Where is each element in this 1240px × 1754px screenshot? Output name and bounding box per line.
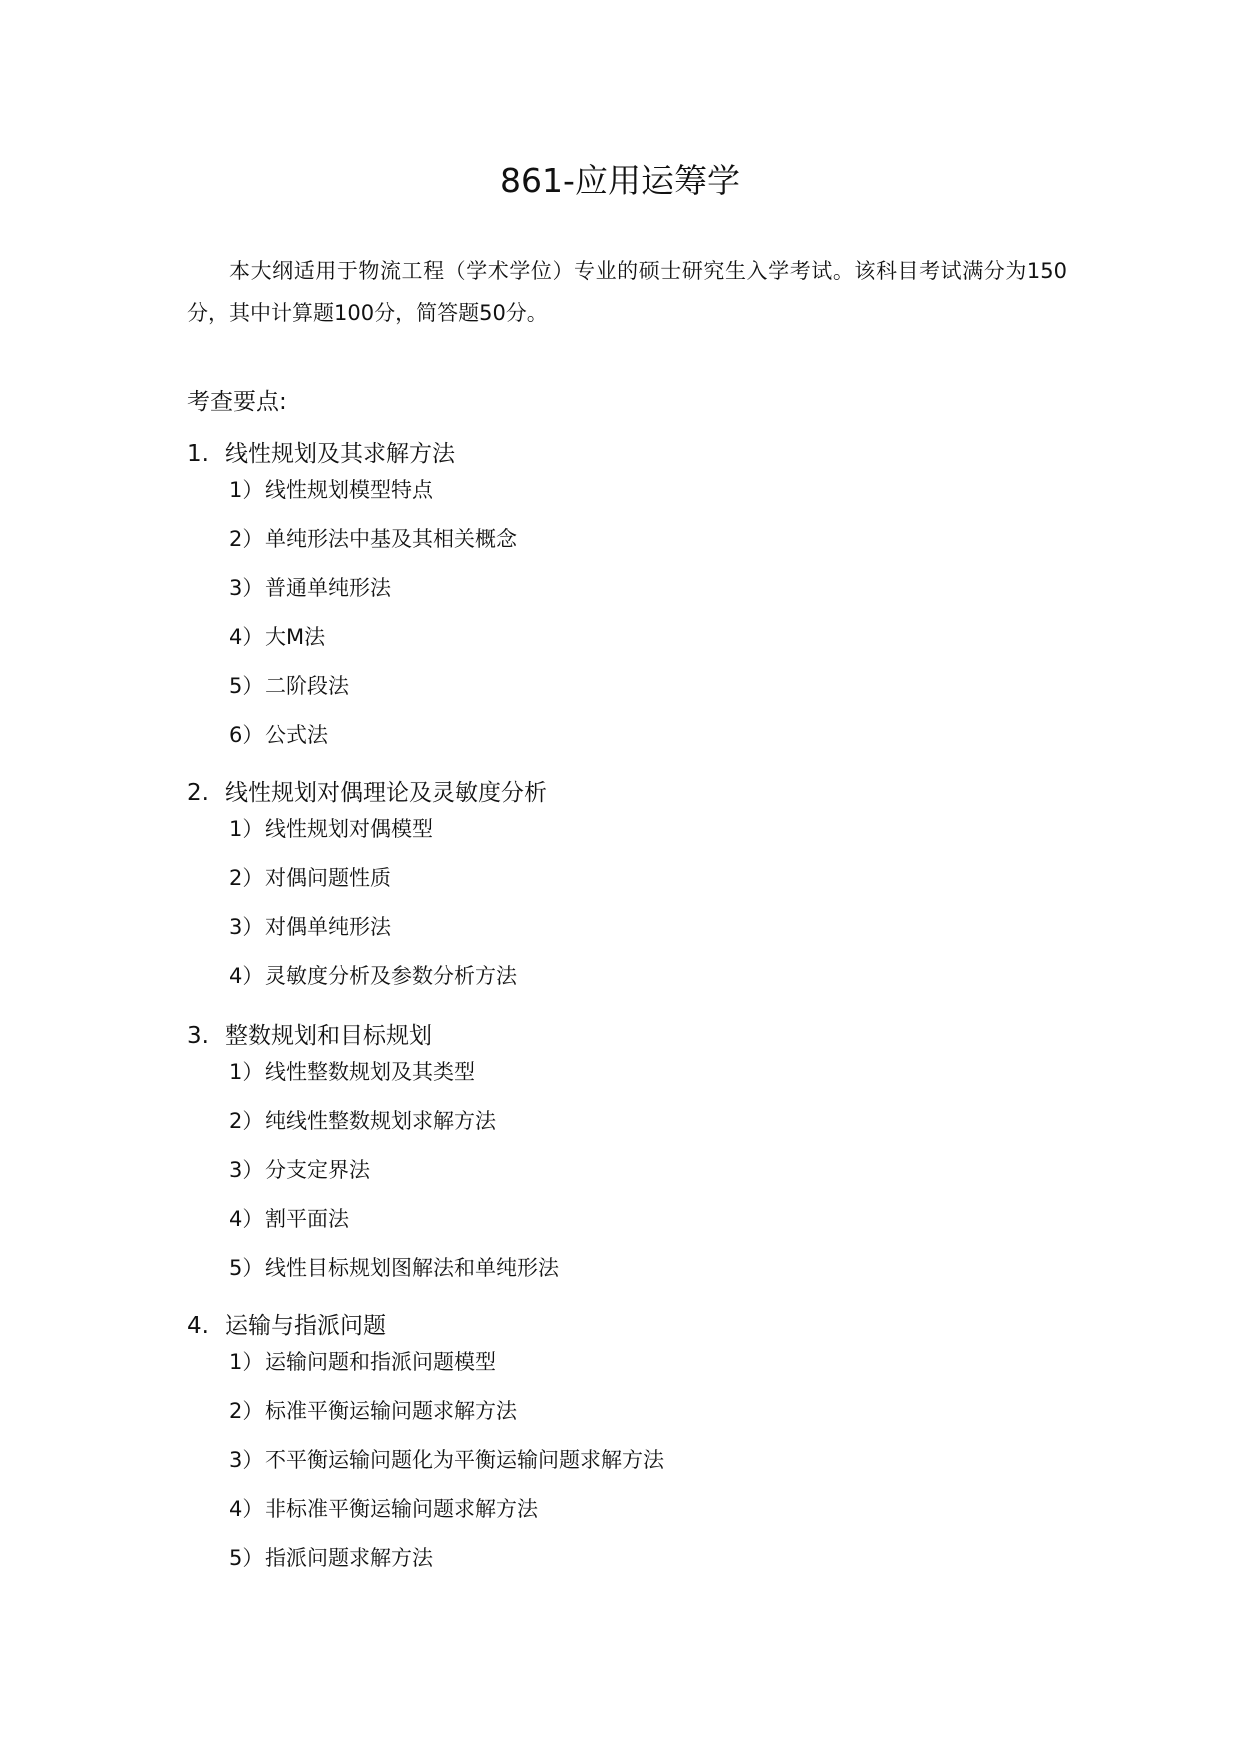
section-title-text: 线性规划对偶理论及灵敏度分析: [225, 780, 547, 806]
item-text: 纯线性整数规划求解方法: [265, 1109, 496, 1133]
list-item: [229, 912, 1087, 961]
list-item: [229, 720, 1087, 769]
list-item: [229, 1494, 1087, 1543]
section-items: [187, 1057, 1087, 1302]
item-text: 标准平衡运输问题求解方法: [265, 1399, 517, 1423]
section-title: [187, 1305, 1087, 1347]
item-number: 5）: [229, 1546, 264, 1570]
list-item: [229, 1253, 1087, 1302]
item-text: 割平面法: [265, 1207, 349, 1231]
item-text: 运输问题和指派问题模型: [265, 1350, 496, 1374]
item-text: 灵敏度分析及参数分析方法: [265, 964, 517, 988]
list-item: [229, 1396, 1087, 1445]
item-text: 指派问题求解方法: [265, 1546, 433, 1570]
item-number: 3）: [229, 1448, 264, 1472]
list-item: [229, 622, 1087, 671]
list-item: [229, 1347, 1087, 1396]
list-item: [229, 1106, 1087, 1155]
item-number: 1）: [229, 1350, 264, 1374]
section-2: [187, 772, 1087, 1010]
item-text: 不平衡运输问题化为平衡运输问题求解方法: [265, 1448, 664, 1472]
item-number: 5）: [229, 1256, 264, 1280]
item-number: 1）: [229, 817, 264, 841]
item-text: 二阶段法: [265, 674, 349, 698]
item-number: 4）: [229, 625, 264, 649]
item-number: 2）: [229, 1399, 264, 1423]
list-item: [229, 1445, 1087, 1494]
item-number: 2）: [229, 1109, 264, 1133]
list-item: [229, 1155, 1087, 1204]
item-number: 2）: [229, 527, 264, 551]
section-number: 2.: [187, 780, 209, 806]
item-number: 3）: [229, 576, 264, 600]
section-number: 1.: [187, 441, 209, 467]
section-4: [187, 1305, 1087, 1592]
list-item: [229, 961, 1087, 1010]
section-number: 4.: [187, 1313, 209, 1339]
section-items: [187, 475, 1087, 769]
section-items: [187, 1347, 1087, 1592]
list-item: [229, 524, 1087, 573]
item-text: 线性目标规划图解法和单纯形法: [265, 1256, 559, 1280]
section-title: [187, 772, 1087, 814]
section-title-text: 整数规划和目标规划: [225, 1023, 432, 1049]
list-item: [229, 863, 1087, 912]
item-text: 对偶问题性质: [265, 866, 391, 890]
list-item: [229, 573, 1087, 622]
item-text: 对偶单纯形法: [265, 915, 391, 939]
section-3: [187, 1015, 1087, 1302]
item-text: 分支定界法: [265, 1158, 370, 1182]
section-number: 3.: [187, 1023, 209, 1049]
item-text: 普通单纯形法: [265, 576, 391, 600]
item-number: 4）: [229, 964, 264, 988]
list-item: [229, 1057, 1087, 1106]
intro-paragraph: 本大纲适用于物流工程（学术学位）专业的硕士研究生入学考试。该科目考试满分为150分，其中计算题100分，简答题50分。: [187, 259, 1067, 325]
item-number: 3）: [229, 1158, 264, 1182]
item-number: 1）: [229, 478, 264, 502]
section-items: [187, 814, 1087, 1010]
item-number: 3）: [229, 915, 264, 939]
item-text: 大M法: [265, 625, 326, 649]
section-title: [187, 1015, 1087, 1057]
list-item: [229, 1543, 1087, 1592]
item-text: 单纯形法中基及其相关概念: [265, 527, 517, 551]
item-number: 2）: [229, 866, 264, 890]
list-item: [229, 1204, 1087, 1253]
item-text: 公式法: [265, 723, 328, 747]
list-item: [229, 814, 1087, 863]
item-number: 1）: [229, 1060, 264, 1084]
section-title-text: 线性规划及其求解方法: [225, 441, 455, 467]
list-item: [229, 671, 1087, 720]
points-heading: 考查要点:: [187, 389, 287, 415]
section-title: [187, 433, 1087, 475]
item-number: 4）: [229, 1207, 264, 1231]
section-1: [187, 433, 1087, 769]
item-text: 线性规划模型特点: [265, 478, 433, 502]
item-text: 线性整数规划及其类型: [265, 1060, 475, 1084]
item-text: 线性规划对偶模型: [265, 817, 433, 841]
item-text: 非标准平衡运输问题求解方法: [265, 1497, 538, 1521]
section-title-text: 运输与指派问题: [225, 1313, 386, 1339]
item-number: 5）: [229, 674, 264, 698]
list-item: [229, 475, 1087, 524]
item-number: 6）: [229, 723, 264, 747]
page-title: 861-应用运筹学: [500, 161, 740, 200]
item-number: 4）: [229, 1497, 264, 1521]
